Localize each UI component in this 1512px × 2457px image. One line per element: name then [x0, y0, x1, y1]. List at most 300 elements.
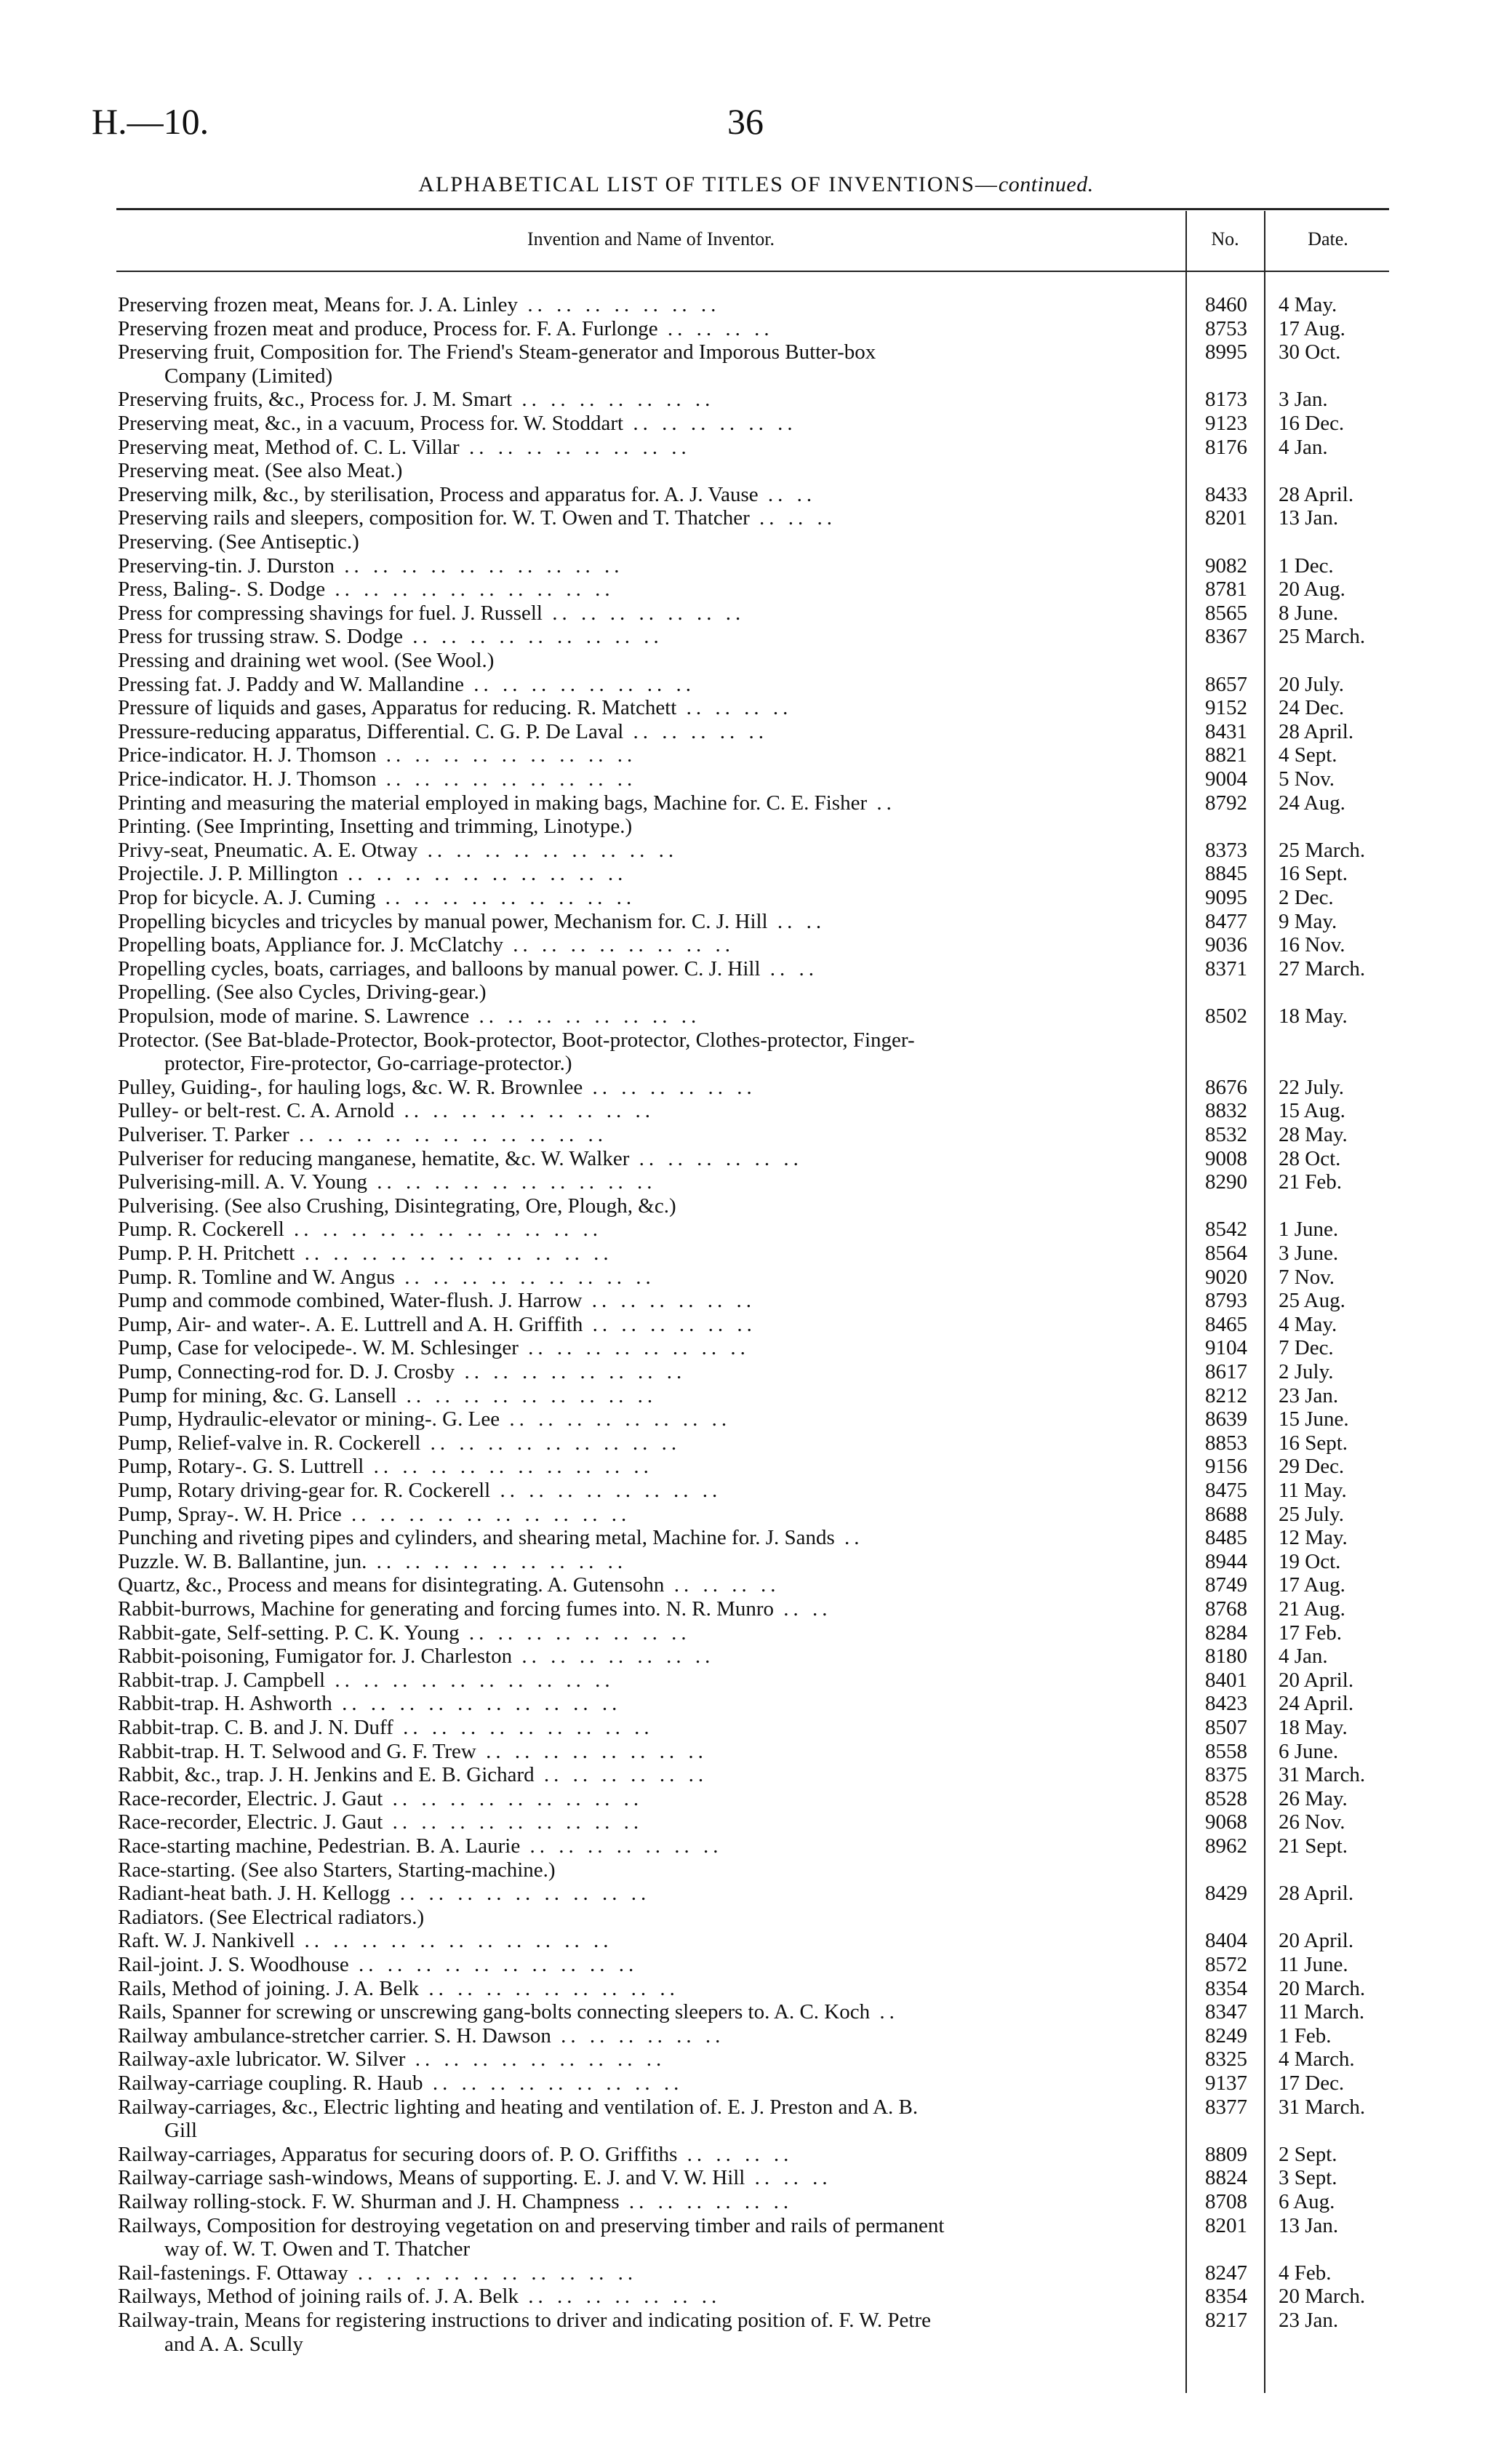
entry-title: Printing and measuring the material employed in making bags, Machine for. C. E. Fisher .. [118, 791, 896, 815]
entry-title: Pump and commode combined, Water-flush. J. Harrow .. .. .. .. .. .. [118, 1289, 756, 1313]
entry-title: Pressing fat. J. Paddy and W. Mallandine .. .. .. .. .. .. .. .. [118, 672, 696, 696]
entry-number: 8431 [1205, 719, 1247, 743]
leader-dots: .. .. .. .. .. .. .. .. [503, 933, 735, 957]
entry-date: 26 May. [1279, 1786, 1348, 1810]
entry-title: Rabbit-gate, Self-setting. P. C. K. Young .. .. .. .. .. .. .. .. [118, 1621, 691, 1645]
entry-number: 8423 [1205, 1692, 1247, 1716]
entry-number: 8821 [1205, 743, 1247, 767]
entry-number: 8532 [1205, 1123, 1247, 1146]
leader-dots: .. .. .. .. .. .. .. .. .. [419, 1976, 679, 2000]
entry-date: 13 Jan. [1279, 506, 1339, 530]
entry-title: Race-starting. (See also Starters, Starting-machine.) [118, 1858, 556, 1882]
leader-dots: .. .. .. .. .. .. [623, 412, 797, 435]
entry-title: Punching and riveting pipes and cylinders, and shearing metal, Machine for. J. Sands .. [118, 1526, 864, 1550]
entry-date: 24 Dec. [1279, 696, 1345, 720]
entry-date: 27 March. [1279, 956, 1366, 980]
leader-dots: .. .. .. .. .. .. .. .. .. .. [335, 554, 624, 578]
leader-dots: .. .. .. .. .. .. [582, 1289, 756, 1313]
leader-dots: .. .. .. .. .. .. .. .. .. .. .. [295, 1242, 613, 1265]
leader-dots: .. .. .. .. .. .. .. .. .. [390, 1882, 651, 1906]
entry-title: Propulsion, mode of marine. S. Lawrence .. .. .. .. .. .. .. .. [118, 1004, 701, 1028]
entry-date: 24 Aug. [1279, 791, 1345, 815]
leader-dots: .. .. .. .. .. .. .. .. .. .. .. [284, 1218, 603, 1242]
entry-number: 9152 [1205, 696, 1247, 720]
entry-title: Pump, Spray-. W. H. Price .. .. .. .. .. .. .. .. .. .. [118, 1502, 631, 1526]
entry-date: 3 June. [1279, 1242, 1339, 1265]
list-title-continued: continued. [998, 172, 1094, 196]
leader-dots: .. .. .. .. .. .. .. .. .. [375, 886, 636, 909]
entry-number: 8249 [1205, 2023, 1247, 2048]
leader-dots: .. .. .. .. [657, 316, 774, 340]
entry-title: Pulley, Guiding-, for hauling logs, &c. W. R. Brownlee .. .. .. .. .. .. [118, 1075, 756, 1099]
entry-title: Railway-axle lubricator. W. Silver .. .. .. .. .. .. .. .. .. [118, 2048, 666, 2072]
entry-number: 8792 [1205, 791, 1247, 815]
leader-dots: .. .. .. .. .. .. [551, 2023, 725, 2048]
leader-dots: .. .. .. .. .. .. .. .. [459, 435, 691, 459]
entry-title: Pump, Case for velocipede-. W. M. Schlesinger .. .. .. .. .. .. .. .. [118, 1336, 750, 1360]
leader-dots: .. .. .. .. .. .. .. .. .. [393, 1716, 654, 1739]
entry-title: Railway-carriages, &c., Electric lighting and heating and ventilation of. E. J. Preston and A. B. [118, 2095, 919, 2119]
leader-dots: .. .. .. .. .. .. .. .. .. [376, 743, 637, 767]
entry-number: 8373 [1205, 838, 1247, 862]
entry-title: Rails, Method of joining. J. A. Belk .. .. .. .. .. .. .. .. .. [118, 1976, 679, 2000]
leader-dots: .. .. .. .. .. .. .. .. .. [396, 1383, 657, 1407]
entry-number: 9068 [1205, 1810, 1247, 1834]
leader-dots: .. .. .. .. .. .. .. .. .. .. .. [289, 1123, 607, 1146]
entry-number: 8832 [1205, 1099, 1247, 1123]
entry-date: 11 May. [1279, 1479, 1347, 1502]
entry-number: 8824 [1205, 2166, 1247, 2190]
entry-number: 8617 [1205, 1360, 1247, 1383]
leader-dots: .. .. .. .. .. .. .. .. .. [420, 1431, 681, 1455]
leader-dots: .. [834, 1526, 864, 1550]
entry-number: 8564 [1205, 1242, 1247, 1265]
entry-date: 19 Oct. [1279, 1549, 1341, 1573]
entry-date: 7 Dec. [1279, 1336, 1334, 1360]
entry-date: 25 March. [1279, 625, 1366, 649]
entry-title: Pump, Rotary driving-gear for. R. Cockerell .. .. .. .. .. .. .. .. [118, 1479, 722, 1502]
entry-title: Pressure of liquids and gases, Apparatus for reducing. R. Matchett .. .. .. .. [118, 696, 793, 720]
entry-date: 25 July. [1279, 1502, 1344, 1526]
entry-date: 25 March. [1279, 838, 1366, 862]
entry-title: Railway-carriages, Apparatus for securing doors of. P. O. Griffiths .. .. .. .. [118, 2142, 793, 2166]
entry-date: 25 Aug. [1279, 1289, 1345, 1313]
leader-dots: .. .. .. .. .. .. .. .. .. [383, 1810, 644, 1834]
entry-title: Radiators. (See Electrical radiators.) [118, 1905, 425, 1929]
entry-title: Price-indicator. H. J. Thomson .. .. .. .. .. .. .. .. .. [118, 743, 637, 767]
entry-number: 8477 [1205, 909, 1247, 933]
entry-title: Preserving rails and sleepers, composition for. W. T. Owen and T. Thatcher .. .. .. [118, 506, 836, 530]
entry-title: Preserving. (See Antiseptic.) [118, 530, 359, 554]
entry-title: Pulverising-mill. A. V. Young .. .. .. .. .. .. .. .. .. .. [118, 1170, 657, 1194]
entry-title-continuation: Gill [164, 2119, 198, 2143]
entry-title: Rabbit-trap. H. T. Selwood and G. F. Trew .. .. .. .. .. .. .. .. [118, 1739, 708, 1763]
entry-number: 8542 [1205, 1218, 1247, 1242]
entry-title: Puzzle. W. B. Ballantine, jun. .. .. .. .. .. .. .. .. .. [118, 1549, 628, 1573]
entry-date: 28 April. [1279, 482, 1354, 506]
entry-number: 8502 [1205, 1004, 1247, 1028]
entry-number: 9137 [1205, 2072, 1247, 2095]
leader-dots: .. [870, 2000, 899, 2024]
entry-date: 4 Jan. [1279, 435, 1328, 459]
entry-title: Pump. P. H. Pritchett .. .. .. .. .. .. .. .. .. .. .. [118, 1242, 613, 1265]
entry-title: Pulley- or belt-rest. C. A. Arnold .. .. .. .. .. .. .. .. .. [118, 1099, 655, 1123]
entry-date: 20 July. [1279, 672, 1344, 696]
entry-date: 2 Sept. [1279, 2142, 1337, 2166]
leader-dots: .. [867, 791, 896, 815]
leader-dots: .. .. .. .. .. [623, 719, 768, 743]
entry-date: 24 April. [1279, 1692, 1354, 1716]
leader-dots: .. .. .. .. .. .. .. .. .. [417, 838, 679, 862]
entry-title: Pulverising. (See also Crushing, Disintegrating, Ore, Plough, &c.) [118, 1194, 676, 1218]
entry-number: 8507 [1205, 1716, 1247, 1739]
column-divider-date [1264, 211, 1265, 2393]
entry-date: 4 Jan. [1279, 1645, 1328, 1669]
entry-number: 9004 [1205, 767, 1247, 791]
entry-number: 8201 [1205, 2213, 1247, 2237]
entry-date: 9 May. [1279, 909, 1337, 933]
entry-date: 29 Dec. [1279, 1455, 1345, 1479]
entry-title: Pump, Relief-valve in. R. Cockerell .. .. .. .. .. .. .. .. .. [118, 1431, 681, 1455]
entry-title-continuation: Company (Limited) [164, 364, 333, 388]
entry-title: Preserving milk, &c., by sterilisation, Process and apparatus for. A. J. Vause .. .. [118, 482, 817, 506]
entry-title: Railway-carriage sash-windows, Means of supporting. E. J. and V. W. Hill .. .. .. [118, 2166, 832, 2190]
entry-number: 9095 [1205, 886, 1247, 909]
entry-title: Propelling bicycles and tricycles by manual power, Mechanism for. C. J. Hill .. .. [118, 909, 826, 933]
entry-date: 28 April. [1279, 719, 1354, 743]
entry-title: Railway rolling-stock. F. W. Shurman and J. H. Champness .. .. .. .. .. .. [118, 2190, 793, 2213]
leader-dots: .. .. .. .. .. .. .. .. [459, 1621, 691, 1645]
entry-title: Prop for bicycle. A. J. Cuming .. .. .. .. .. .. .. .. .. [118, 886, 636, 909]
entry-date: 17 Aug. [1279, 1573, 1345, 1597]
entry-title: Pump, Connecting-rod for. D. J. Crosby .. .. .. .. .. .. .. .. [118, 1360, 687, 1383]
page-number: 36 [727, 101, 764, 142]
entry-date: 1 June. [1279, 1218, 1339, 1242]
entry-date: 22 July. [1279, 1075, 1344, 1099]
entry-number: 8558 [1205, 1739, 1247, 1763]
entry-title: Pump. R. Tomline and W. Angus .. .. .. .. .. .. .. .. .. [118, 1265, 655, 1289]
entry-number: 8572 [1205, 1953, 1247, 1976]
entry-number: 8853 [1205, 1431, 1247, 1455]
leader-dots: .. .. .. .. .. .. .. .. .. [423, 2072, 684, 2095]
entry-number: 8749 [1205, 1573, 1247, 1597]
entry-title: Preserving fruits, &c., Process for. J. M. Smart .. .. .. .. .. .. .. [118, 388, 715, 412]
entry-date: 18 May. [1279, 1716, 1348, 1739]
entry-date: 6 Aug. [1279, 2190, 1335, 2213]
entry-title: Press for compressing shavings for fuel. J. Russell .. .. .. .. .. .. .. [118, 601, 745, 625]
entry-title: Rabbit-trap. H. Ashworth .. .. .. .. .. .. .. .. .. .. [118, 1692, 622, 1716]
top-rule [116, 208, 1389, 210]
leader-dots: .. .. .. .. .. .. .. [512, 388, 715, 412]
entry-title: Preserving-tin. J. Durston .. .. .. .. .. .. .. .. .. .. [118, 554, 624, 578]
entry-title: Railways, Method of joining rails of. J. A. Belk .. .. .. .. .. .. .. [118, 2285, 721, 2309]
leader-dots: .. .. .. .. .. .. .. .. .. .. [348, 2261, 638, 2285]
entry-title: Rail-joint. J. S. Woodhouse .. .. .. .. .. .. .. .. .. .. [118, 1953, 639, 1976]
entry-date: 28 May. [1279, 1123, 1348, 1146]
entry-title: Preserving meat, &c., in a vacuum, Process for. W. Stoddart .. .. .. .. .. .. [118, 412, 797, 435]
entry-number: 8284 [1205, 1621, 1247, 1645]
leader-dots: .. .. .. .. .. .. .. .. .. [403, 625, 663, 649]
column-header-no: No. [1211, 228, 1239, 249]
leader-dots: .. .. .. .. .. .. .. [518, 2285, 721, 2309]
entry-title: Quartz, &c., Process and means for disintegrating. A. Gutensohn .. .. .. .. [118, 1573, 780, 1597]
leader-dots: .. .. .. .. .. .. .. .. .. [383, 1786, 644, 1810]
entry-title: Preserving frozen meat, Means for. J. A. Linley .. .. .. .. .. .. .. [118, 293, 721, 316]
leader-dots: .. .. .. .. .. .. .. [512, 1645, 715, 1669]
entry-number: 8688 [1205, 1502, 1247, 1526]
entry-number: 8768 [1205, 1597, 1247, 1621]
entry-date: 28 Oct. [1279, 1146, 1341, 1170]
entry-number: 8401 [1205, 1668, 1247, 1692]
leader-dots: .. .. .. [749, 506, 836, 530]
entry-number: 8429 [1205, 1882, 1247, 1906]
entry-title: Projectile. J. P. Millington .. .. .. .. .. .. .. .. .. .. [118, 862, 628, 886]
entry-title: Preserving meat, Method of. C. L. Villar .. .. .. .. .. .. .. .. [118, 435, 691, 459]
entry-date: 12 May. [1279, 1526, 1348, 1550]
entry-date: 16 Dec. [1279, 412, 1345, 435]
leader-dots: .. .. .. .. [664, 1573, 780, 1597]
entry-title: Rabbit-trap. C. B. and J. N. Duff .. .. .. .. .. .. .. .. .. [118, 1716, 654, 1739]
leader-dots: .. .. .. .. .. .. .. .. [469, 1004, 701, 1028]
entry-title: Rabbit-trap. J. Campbell .. .. .. .. .. .. .. .. .. .. [118, 1668, 615, 1692]
entry-title: Privy-seat, Pneumatic. A. E. Otway .. .. .. .. .. .. .. .. .. [118, 838, 679, 862]
entry-number: 8528 [1205, 1786, 1247, 1810]
entry-number: 8485 [1205, 1526, 1247, 1550]
list-title-main: ALPHABETICAL LIST OF TITLES OF INVENTIONS— [418, 172, 999, 196]
leader-dots: .. .. .. .. .. .. .. .. [490, 1479, 722, 1502]
entry-date: 16 Nov. [1279, 933, 1345, 957]
entry-date: 2 Dec. [1279, 886, 1334, 909]
entry-title-continuation: way of. W. T. Owen and T. Thatcher [164, 2237, 471, 2261]
entry-number: 8217 [1205, 2309, 1247, 2332]
entry-date: 23 Jan. [1279, 1383, 1339, 1407]
entry-number: 8465 [1205, 1312, 1247, 1336]
column-header-invention: Invention and Name of Inventor. [527, 228, 775, 249]
entry-number: 8460 [1205, 293, 1247, 316]
entry-title: Radiant-heat bath. J. H. Kellogg .. .. .. .. .. .. .. .. .. [118, 1882, 651, 1906]
leader-dots: .. .. .. .. .. .. .. .. [464, 672, 696, 696]
entry-title: Pulveriser for reducing manganese, hematite, &c. W. Walker .. .. .. .. .. .. [118, 1146, 803, 1170]
entry-number: 8354 [1205, 1976, 1247, 2000]
entry-title: Preserving meat. (See also Meat.) [118, 459, 403, 483]
entry-title: Railway ambulance-stretcher carrier. S. H. Dawson .. .. .. .. .. .. [118, 2023, 725, 2048]
entry-title: Protector. (See Bat-blade-Protector, Book-protector, Boot-protector, Clothes-protector, Finger- [118, 1028, 915, 1052]
entry-date: 4 Feb. [1279, 2261, 1332, 2285]
entry-number: 8793 [1205, 1289, 1247, 1313]
list-title [0, 172, 1512, 197]
entry-date: 21 Aug. [1279, 1597, 1345, 1621]
entry-date: 1 Dec. [1279, 554, 1334, 578]
leader-dots: .. .. .. .. .. .. .. [542, 601, 745, 625]
entry-date: 20 March. [1279, 1976, 1366, 2000]
entry-title-continuation: and A. A. Scully [164, 2332, 303, 2356]
entry-title: Preserving frozen meat and produce, Process for. F. A. Furlonge .. .. .. .. [118, 316, 774, 340]
entry-title: Race-starting machine, Pedestrian. B. A. Laurie .. .. .. .. .. .. .. [118, 1834, 723, 1858]
entry-title: Propelling boats, Appliance for. J. McClatchy .. .. .. .. .. .. .. .. [118, 933, 735, 957]
entry-date: 3 Sept. [1279, 2166, 1337, 2190]
column-divider-no [1185, 211, 1187, 2393]
entry-number: 9020 [1205, 1265, 1247, 1289]
entry-date: 31 March. [1279, 2095, 1366, 2119]
entry-title: Rabbit-burrows, Machine for generating and forcing fumes into. N. R. Munro .. .. [118, 1597, 832, 1621]
entry-date: 23 Jan. [1279, 2309, 1339, 2332]
entry-number: 8212 [1205, 1383, 1247, 1407]
entry-title: Pump, Rotary-. G. S. Luttrell .. .. .. .. .. .. .. .. .. .. [118, 1455, 653, 1479]
entry-number: 8347 [1205, 2000, 1247, 2024]
entry-title: Pump, Hydraulic-elevator or mining-. G. Lee .. .. .. .. .. .. .. .. [118, 1407, 732, 1431]
entry-number: 8475 [1205, 1479, 1247, 1502]
entry-date: 20 Aug. [1279, 578, 1345, 602]
leader-dots: .. .. .. [745, 2166, 832, 2190]
leader-dots: .. .. .. .. .. .. .. .. .. .. .. [295, 1929, 613, 1953]
entry-date: 17 Aug. [1279, 316, 1345, 340]
entry-number: 8290 [1205, 1170, 1247, 1194]
leader-dots: .. .. .. .. .. .. .. .. .. [367, 1549, 628, 1573]
entry-date: 4 March. [1279, 2048, 1355, 2072]
leader-dots: .. .. .. .. .. .. [583, 1075, 756, 1099]
header-rule [116, 271, 1389, 272]
entry-title: Pump for mining, &c. G. Lansell .. .. .. .. .. .. .. .. .. [118, 1383, 657, 1407]
entry-number: 8377 [1205, 2095, 1247, 2119]
entry-number: 8247 [1205, 2261, 1247, 2285]
entry-number: 8371 [1205, 956, 1247, 980]
leader-dots: .. .. .. .. .. .. .. .. [476, 1739, 708, 1763]
entry-title: Railways, Composition for destroying vegetation on and preserving timber and rails of permanent [118, 2213, 945, 2237]
entry-number: 8995 [1205, 340, 1247, 364]
entry-number: 9036 [1205, 933, 1247, 957]
entry-number: 9156 [1205, 1455, 1247, 1479]
leader-dots: .. .. .. .. .. .. .. [520, 1834, 723, 1858]
entry-title: Preserving fruit, Composition for. The Friend's Steam-generator and Imporous Butter-box [118, 340, 876, 364]
entry-date: 2 July. [1279, 1360, 1334, 1383]
entry-title: Press, Baling-. S. Dodge .. .. .. .. .. .. .. .. .. .. [118, 578, 615, 602]
entry-date: 26 Nov. [1279, 1810, 1345, 1834]
leader-dots: .. .. [774, 1597, 832, 1621]
page-ref: H.—10. [92, 101, 209, 142]
entry-number: 8354 [1205, 2285, 1247, 2309]
entry-date: 7 Nov. [1279, 1265, 1335, 1289]
leader-dots: .. .. .. .. .. .. .. .. [500, 1407, 732, 1431]
entry-number: 8657 [1205, 672, 1247, 696]
entry-number: 8180 [1205, 1645, 1247, 1669]
entry-number: 8367 [1205, 625, 1247, 649]
leader-dots: .. .. .. .. .. .. .. .. .. .. [367, 1170, 657, 1194]
leader-dots: .. .. [767, 909, 826, 933]
entry-number: 8962 [1205, 1834, 1247, 1858]
entry-number: 8201 [1205, 506, 1247, 530]
leader-dots: .. .. .. .. .. .. .. .. .. [394, 1265, 655, 1289]
entry-number: 8809 [1205, 2142, 1247, 2166]
entry-number: 8676 [1205, 1075, 1247, 1099]
entry-date: 31 March. [1279, 1763, 1366, 1787]
entry-title: Rail-fastenings. F. Ottaway .. .. .. .. .. .. .. .. .. .. [118, 2261, 638, 2285]
entry-title: Propelling. (See also Cycles, Driving-gear.) [118, 980, 487, 1004]
leader-dots: .. .. .. .. .. .. [583, 1312, 756, 1336]
entry-title: Pulveriser. T. Parker .. .. .. .. .. .. .. .. .. .. .. [118, 1123, 607, 1146]
entry-number: 8176 [1205, 435, 1247, 459]
entry-number: 8753 [1205, 316, 1247, 340]
entry-date: 17 Dec. [1279, 2072, 1345, 2095]
entry-title: Pressure-reducing apparatus, Differential. C. G. P. De Laval .. .. .. .. .. [118, 719, 768, 743]
entry-date: 30 Oct. [1279, 340, 1341, 364]
entry-title: Press for trussing straw. S. Dodge .. .. .. .. .. .. .. .. .. [118, 625, 663, 649]
entry-date: 5 Nov. [1279, 767, 1335, 791]
leader-dots: .. .. [758, 482, 817, 506]
entry-date: 11 June. [1279, 1953, 1348, 1976]
entry-title: Price-indicator. H. J. Thomson .. .. .. .. .. .. .. .. .. [118, 767, 637, 791]
entry-title: Printing. (See Imprinting, Insetting and trimming, Linotype.) [118, 815, 633, 839]
entry-date: 18 May. [1279, 1004, 1348, 1028]
entry-title-continuation: protector, Fire-protector, Go-carriage-protector.) [164, 1052, 572, 1076]
entry-date: 3 Jan. [1279, 388, 1328, 412]
entry-date: 20 March. [1279, 2285, 1366, 2309]
entry-date: 16 Sept. [1279, 1431, 1348, 1455]
entry-title: Rails, Spanner for screwing or unscrewing gang-bolts connecting sleepers to. A. C. Koch .. [118, 2000, 899, 2024]
leader-dots: .. .. .. .. .. .. .. .. .. .. [341, 1502, 631, 1526]
entry-title: Race-recorder, Electric. J. Gaut .. .. .. .. .. .. .. .. .. [118, 1786, 644, 1810]
leader-dots: .. .. .. .. .. .. .. .. .. .. [364, 1455, 653, 1479]
entry-number: 8433 [1205, 482, 1247, 506]
entry-number: 8375 [1205, 1763, 1247, 1787]
leader-dots: .. .. .. .. .. .. .. .. .. [376, 767, 637, 791]
leader-dots: .. .. .. .. .. .. [534, 1763, 708, 1787]
column-header-date: Date. [1308, 228, 1348, 249]
entry-date: 15 June. [1279, 1407, 1349, 1431]
leader-dots: .. .. .. .. .. .. .. .. .. [405, 2048, 666, 2072]
entry-title: Propelling cycles, boats, carriages, and balloons by manual power. C. J. Hill .. .. [118, 956, 819, 980]
leader-dots: .. .. .. .. [676, 696, 793, 720]
leader-dots: .. .. .. .. .. .. .. .. [518, 1336, 750, 1360]
entry-title: Pump. R. Cockerell .. .. .. .. .. .. .. .. .. .. .. [118, 1218, 603, 1242]
entry-title: Rabbit, &c., trap. J. H. Jenkins and E. B. Gichard .. .. .. .. .. .. [118, 1763, 708, 1787]
entry-date: 21 Sept. [1279, 1834, 1348, 1858]
entry-date: 11 March. [1279, 2000, 1365, 2024]
entry-date: 17 Feb. [1279, 1621, 1342, 1645]
entry-date: 13 Jan. [1279, 2213, 1339, 2237]
entry-date: 4 Sept. [1279, 743, 1337, 767]
entry-date: 16 Sept. [1279, 862, 1348, 886]
entry-number: 8944 [1205, 1549, 1247, 1573]
entry-date: 8 June. [1279, 601, 1339, 625]
entry-number: 9008 [1205, 1146, 1247, 1170]
leader-dots: .. .. .. .. .. .. .. .. [455, 1360, 687, 1383]
entry-date: 21 Feb. [1279, 1170, 1342, 1194]
entry-date: 4 May. [1279, 1312, 1337, 1336]
entry-number: 8325 [1205, 2048, 1247, 2072]
entry-number: 9104 [1205, 1336, 1247, 1360]
entry-title: Pressing and draining wet wool. (See Wool.) [118, 649, 495, 672]
entry-date: 1 Feb. [1279, 2023, 1332, 2048]
entry-number: 9123 [1205, 412, 1247, 435]
entry-title: Raft. W. J. Nankivell .. .. .. .. .. .. .. .. .. .. .. [118, 1929, 613, 1953]
leader-dots: .. .. .. .. .. .. .. [518, 293, 721, 316]
entry-number: 9082 [1205, 554, 1247, 578]
leader-dots: .. .. .. .. .. .. .. .. .. .. [332, 1692, 622, 1716]
entry-date: 20 April. [1279, 1668, 1354, 1692]
leader-dots: .. .. .. .. .. .. .. .. .. .. [348, 1953, 639, 1976]
leader-dots: .. .. .. .. .. .. [619, 2190, 793, 2213]
entry-title: Railway-train, Means for registering instructions to driver and indicating position of. F. W. Petre [118, 2309, 932, 2332]
entry-title: Rabbit-poisoning, Fumigator for. J. Charleston .. .. .. .. .. .. .. [118, 1645, 715, 1669]
entry-date: 20 April. [1279, 1929, 1354, 1953]
leader-dots: .. .. .. .. .. .. .. .. .. [394, 1099, 655, 1123]
entry-date: 28 April. [1279, 1882, 1354, 1906]
entry-number: 8404 [1205, 1929, 1247, 1953]
leader-dots: .. .. .. .. .. .. .. .. .. .. [325, 1668, 615, 1692]
entry-title: Railway-carriage coupling. R. Haub .. .. .. .. .. .. .. .. .. [118, 2072, 684, 2095]
leader-dots: .. .. .. .. .. .. [629, 1146, 803, 1170]
entry-number: 8781 [1205, 578, 1247, 602]
